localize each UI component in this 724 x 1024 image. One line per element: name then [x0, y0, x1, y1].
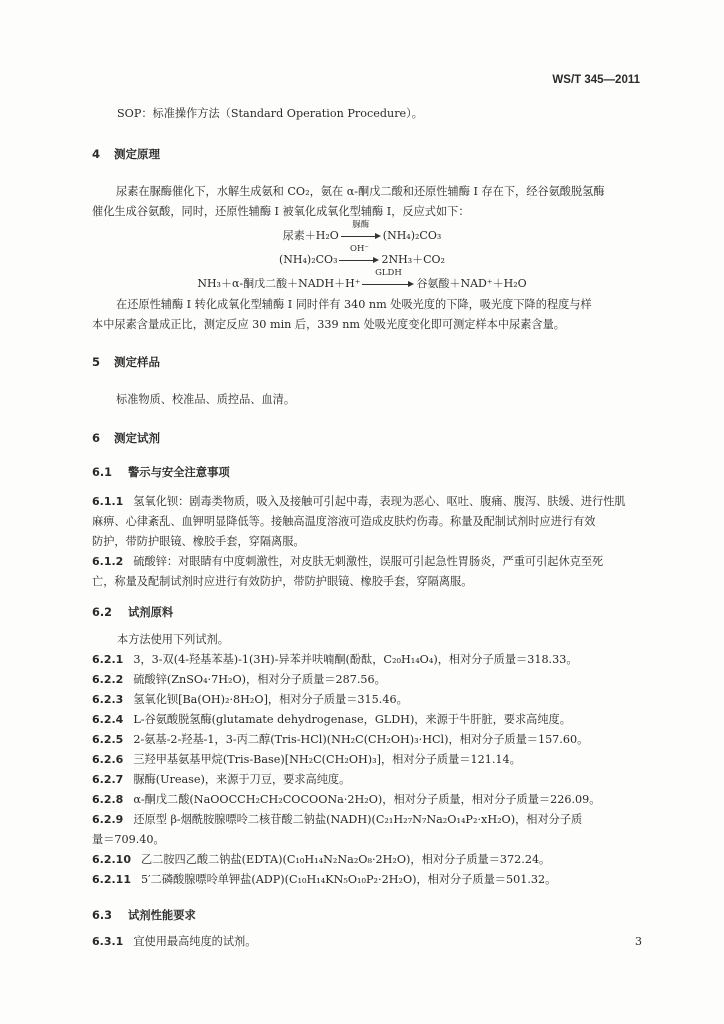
reagent-item: 6.2.9 还原型 β-烟酰胺腺嘌呤二核苷酸二钠盐(NADH)(C₂₁H₂₇N₇Na₂O₁₄P₂·xH₂O)，相对分子质	[92, 813, 583, 826]
reagent-item-continuation: 量＝709.40。	[92, 833, 165, 846]
reagent-item: 6.2.4 L-谷氨酸脱氢酶(glutamate dehydrogenase，GLDH)，来源于牛肝脏，要求高纯度。	[92, 713, 571, 726]
subsection-title: 试剂原料	[128, 606, 174, 619]
principle-paragraph-line2: 催化生成谷氨酸，同时，还原性辅酶 Ⅰ 被氧化成氧化型辅酶 Ⅰ，反应式如下：	[92, 205, 470, 218]
subsection-number: 6.3	[92, 909, 113, 922]
principle-paragraph2-line1: 在还原性辅酶 Ⅰ 转化成氧化型辅酶 Ⅰ 同时伴有 340 nm 处吸光度的下降，吸光度下降的程度与样	[116, 298, 592, 311]
reagent-item: 6.2.7 脲酶(Urease)，来源于刀豆，要求高纯度。	[92, 773, 351, 786]
reagent-item: 6.2.8 α-酮戊二酸(NaOOCCH₂CH₂COCOONa·2H₂O)，相对分子质量，相对分子质量＝226.09。	[92, 793, 601, 806]
subsection-title: 警示与安全注意事项	[128, 466, 230, 479]
item-6-1-2: 6.1.2 硫酸锌：对眼睛有中度刺激性，对皮肤无刺激性，误服可引起急性胃肠炎，严重可引起休克至死	[92, 555, 604, 568]
subsection-number: 6.1	[92, 466, 113, 479]
reagent-item: 6.2.3 氢氧化钡[Ba(OH)₂·8H₂O]，相对分子质量＝315.46。	[92, 693, 408, 706]
reaction-equation-3: NH₃＋α-酮戊二酸＋NADH＋H⁺ GLDH 谷氨酸＋NAD⁺＋H₂O	[197, 268, 527, 290]
reagent-item: 6.2.5 2-氨基-2-羟基-1，3-丙二醇(Tris-HCl)(NH₂C(CH₂OH)₃·HCl)，相对分子质量＝157.60。	[92, 733, 589, 746]
section-5-heading	[92, 352, 160, 372]
item-6-1-2-line2: 亡，称量及配制试剂时应进行有效防护，带防护眼镜、橡胶手套，穿隔离服。	[92, 575, 473, 588]
subsection-number: 6.2	[92, 606, 113, 619]
reagent-item: 6.2.10 乙二胺四乙酸二钠盐(EDTA)(C₁₀H₁₄N₂Na₂O₈·2H₂O)，相对分子质量＝372.24。	[92, 853, 551, 866]
reagent-item: 6.2.11 5′二磷酸腺嘌呤单钾盐(ADP)(C₁₀H₁₄KN₅O₁₀P₂·2H₂O)，相对分子质量＝501.32。	[92, 873, 557, 886]
item-6-1-1-line2: 麻痹、心律紊乱、血钾明显降低等。接触高温度溶液可造成皮肤灼伤毒。称量及配制试剂时应进行有效	[92, 515, 596, 528]
section-title: 测定样品	[114, 355, 160, 369]
section-title: 测定原理	[114, 147, 160, 161]
item-6-1-1: 6.1.1 氢氧化钡：剧毒类物质，吸入及接触可引起中毒，表现为恶心、呕吐、腹痛、腹泻、肤缓、进行性肌	[92, 495, 626, 508]
standard-code-header: WS/T 345—2011	[552, 74, 640, 86]
item-6-1-1-line3: 防护，带防护眼镜、橡胶手套，穿隔离服。	[92, 535, 305, 548]
section-4-heading	[92, 144, 160, 164]
reagent-item: 6.2.2 硫酸锌(ZnSO₄·7H₂O)，相对分子质量＝287.56。	[92, 673, 386, 686]
section-number: 6	[92, 431, 101, 445]
section-number: 4	[92, 147, 101, 161]
sop-definition: SOP：标准操作方法（Standard Operation Procedure）。	[117, 107, 423, 120]
reagent-item: 6.2.1 3，3-双(4-羟基苯基)-1(3H)-异苯并呋喃酮(酚酞，C₂₀H₁₄O₄)，相对分子质量＝318.33。	[92, 653, 578, 666]
sample-types: 标准物质、校准品、质控品、血清。	[116, 393, 296, 406]
reagent-item: 6.2.6 三羟甲基氨基甲烷(Tris-Base)[NH₂C(CH₂OH)₃]，相对分子质量＝121.14。	[92, 753, 521, 766]
subsection-6-2-heading	[92, 603, 173, 623]
section-title: 测定试剂	[114, 431, 160, 445]
reaction-arrow: 脲酶	[341, 231, 381, 241]
reaction-equation-1: 尿素＋H₂O 脲酶 (NH₄)₂CO₃	[282, 220, 442, 242]
subsection-6-3-heading	[92, 906, 196, 926]
section-number: 5	[92, 355, 101, 369]
page-number: 3	[635, 935, 642, 948]
reagents-intro: 本方法使用下列试剂。	[117, 633, 229, 646]
reaction-arrow: GLDH	[362, 279, 414, 289]
principle-paragraph2-line2: 本中尿素含量成正比，测定反应 30 min 后，339 nm 处吸光度变化即可测定样本中尿素含量。	[92, 318, 565, 331]
item-6-3-1: 6.3.1 宜使用最高纯度的试剂。	[92, 935, 257, 948]
subsection-title: 试剂性能要求	[128, 909, 196, 922]
principle-paragraph-line1: 尿素在脲酶催化下，水解生成氨和 CO₂，氨在 α-酮戊二酸和还原性辅酶 Ⅰ 存在下，经谷氨酸脱氢酶	[116, 185, 605, 198]
reaction-equation-2: (NH₄)₂CO₃ OH⁻ 2NH₃＋CO₂	[279, 244, 445, 266]
section-6-heading	[92, 428, 160, 448]
subsection-6-1-heading	[92, 463, 230, 483]
reaction-arrow: OH⁻	[339, 255, 379, 265]
